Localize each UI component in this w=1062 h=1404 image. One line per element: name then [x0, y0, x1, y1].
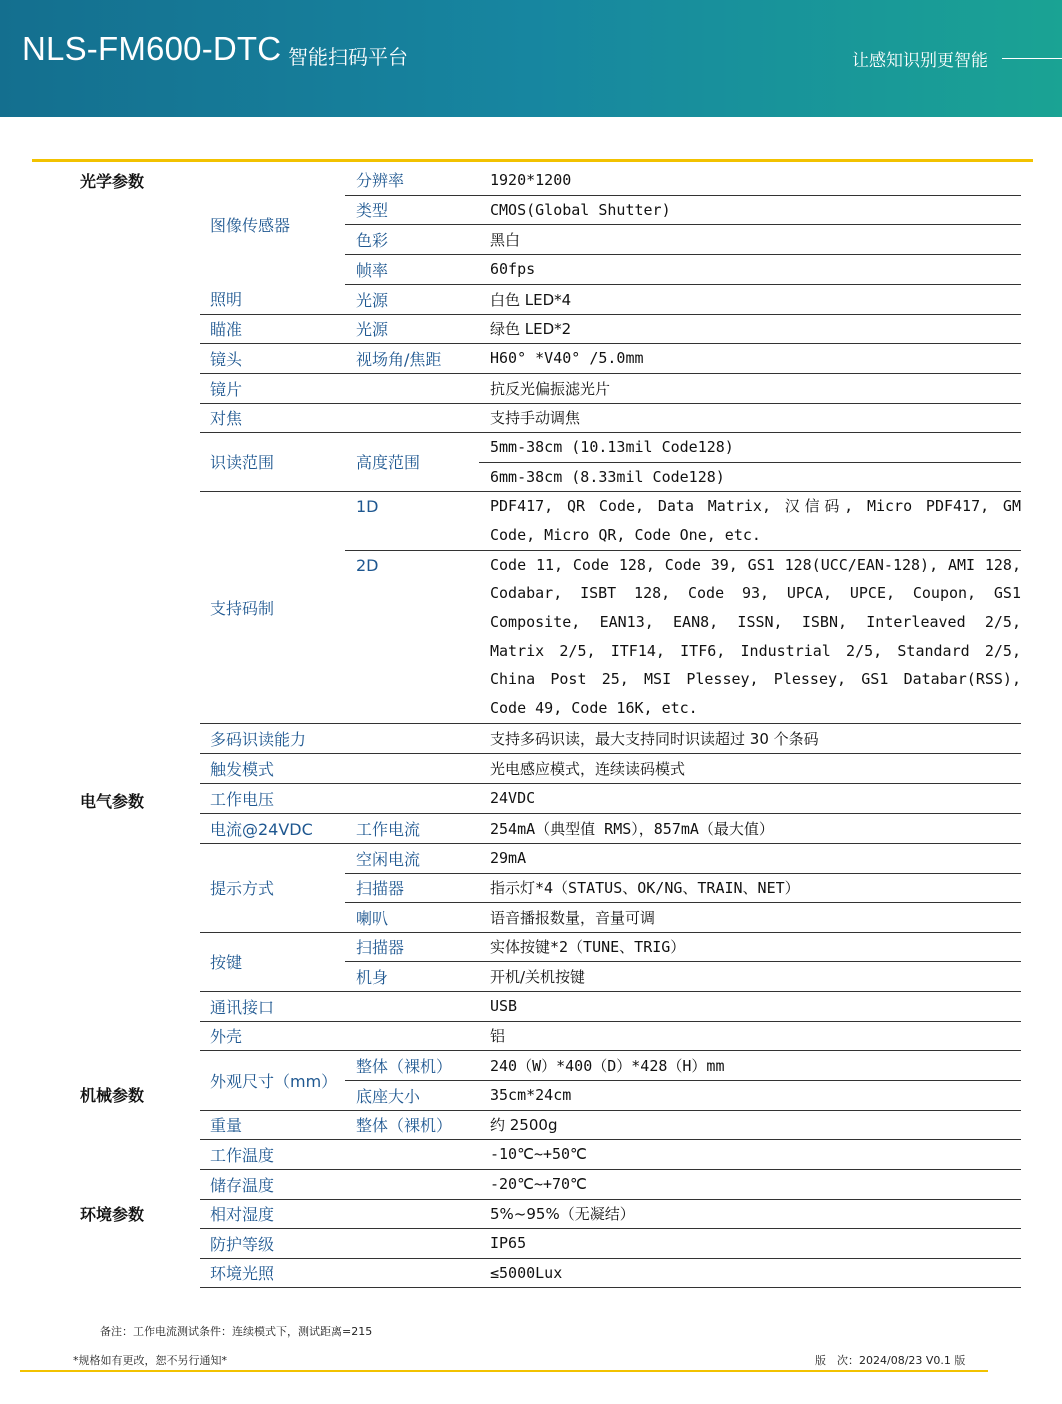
row-sublabel: 机身 — [345, 961, 479, 991]
row-value: 5mm-38cm (10.13mil Code128) — [479, 432, 1021, 462]
change-notice: *规格如有更改，恕不另行通知* — [73, 1354, 227, 1367]
row-label: 对焦 — [200, 403, 345, 432]
row-value: 29mA — [479, 843, 1021, 873]
row-label: 多码识读能力 — [200, 723, 345, 753]
section-label-environment: 环境参数 — [80, 1204, 145, 1224]
section-label-electrical: 电气参数 — [80, 791, 145, 811]
product-subtitle: 智能扫码平台 — [288, 45, 408, 69]
row-label: 工作电压 — [200, 783, 345, 813]
row-value: 抗反光偏振滤光片 — [479, 373, 1021, 403]
table-row — [40, 1139, 1021, 1169]
row-value: IP65 — [479, 1228, 1021, 1258]
row-value: 1920*1200 — [479, 165, 1021, 195]
row-sublabel — [345, 723, 479, 753]
footnote: 备注：工作电流测试条件：连续模式下，测试距离=215 — [100, 1325, 373, 1338]
brand-slogan: 让感知识别更智能 — [852, 51, 988, 71]
row-label: 瞄准 — [200, 314, 345, 343]
row-value: 黑白 — [479, 224, 1021, 254]
row-label: 镜片 — [200, 373, 345, 403]
section-label-mechanical: 机械参数 — [80, 1086, 145, 1106]
table-row — [40, 550, 1021, 723]
row-sublabel — [345, 753, 479, 783]
row-value: 35cm*24cm — [479, 1080, 1021, 1110]
row-sublabel: 色彩 — [345, 224, 479, 254]
row-sublabel: 扫描器 — [345, 873, 479, 902]
row-label: 按键 — [200, 932, 345, 991]
row-value: 白色 LED*4 — [479, 284, 1021, 314]
header-banner — [0, 0, 1062, 117]
row-sublabel: 帧率 — [345, 254, 479, 284]
row-sublabel — [345, 1258, 479, 1287]
row-value: 铝 — [479, 1021, 1021, 1050]
row-sublabel: 底座大小 — [345, 1080, 479, 1110]
row-label: 防护等级 — [200, 1228, 345, 1258]
top-divider — [32, 159, 1033, 162]
row-sublabel: 整体（裸机） — [345, 1050, 479, 1080]
row-sublabel: 整体（裸机） — [345, 1110, 479, 1139]
row-value: -20℃~+70℃ — [479, 1169, 1021, 1199]
slogan-rule — [1002, 58, 1062, 59]
row-sublabel: 扫描器 — [345, 932, 479, 961]
row-label: 外壳 — [200, 1021, 345, 1050]
row-sublabel: 喇叭 — [345, 902, 479, 932]
row-sublabel: 空闲电流 — [345, 843, 479, 873]
row-label: 提示方式 — [200, 843, 345, 932]
row-value: 6mm-38cm (8.33mil Code128) — [479, 462, 1021, 491]
row-sublabel — [345, 1199, 479, 1228]
row-value: ≤5000Lux — [479, 1258, 1021, 1287]
row-label: 外观尺寸（mm） — [200, 1050, 345, 1110]
row-label: 工作温度 — [200, 1139, 345, 1169]
row-sublabel: 类型 — [345, 195, 479, 224]
row-sublabel: 分辨率 — [345, 165, 479, 195]
spec-table — [40, 165, 1021, 1288]
row-sublabel: 工作电流 — [345, 813, 479, 843]
version-info: 版 次：2024/08/23 V0.1 版 — [815, 1354, 966, 1367]
row-value: 绿色 LED*2 — [479, 314, 1021, 343]
row-label: 电流@24VDC — [200, 813, 345, 843]
row-value: Code 11, Code 128, Code 39, GS1 128(UCC/EAN-128), AMI 128, Codabar, ISBT 128, Code 93, UPCA, UPCE, Coupon, GS1 Composite, EAN13, EAN8, ISSN, ISBN, Interleaved 2/5, Matrix 2/5, ITF14, ITF6, Industrial 2/5, Standard 2/5, China Post 25, MSI Plessey, Plessey, GS1 Databar(RSS), Code 49, Code 16K, etc. — [479, 550, 1021, 723]
row-value: 240（W）*400（D）*428（H）mm — [479, 1050, 1021, 1080]
row-label: 重量 — [200, 1110, 345, 1139]
row-sublabel: 高度范围 — [345, 432, 479, 491]
row-sublabel: 1D — [345, 491, 479, 550]
row-value: -10℃~+50℃ — [479, 1139, 1021, 1169]
row-sublabel — [345, 1169, 479, 1199]
row-label: 环境光照 — [200, 1258, 345, 1287]
row-value: 支持多码识读，最大支持同时识读超过 30 个条码 — [479, 723, 1021, 753]
row-label: 镜头 — [200, 343, 345, 373]
row-value: PDF417, QR Code, Data Matrix, 汉信码, Micro PDF417, GM Code, Micro QR, Code One, etc. — [479, 491, 1021, 550]
row-value: 约 2500g — [479, 1110, 1021, 1139]
row-sublabel: 2D — [345, 550, 479, 723]
row-sublabel — [345, 1228, 479, 1258]
row-label: 储存温度 — [200, 1169, 345, 1199]
row-value: CMOS(Global Shutter) — [479, 195, 1021, 224]
row-label: 图像传感器 — [210, 216, 291, 235]
row-value: 5%~95%（无凝结） — [479, 1199, 1021, 1228]
row-value: 开机/关机按键 — [479, 961, 1021, 991]
row-value: 254mA（典型值 RMS），857mA（最大值） — [479, 813, 1021, 843]
table-row — [40, 165, 1021, 195]
row-label: 通讯接口 — [200, 991, 345, 1021]
row-label: 照明 — [200, 284, 345, 314]
row-sublabel: 光源 — [345, 284, 479, 314]
row-sublabel: 光源 — [345, 314, 479, 343]
row-label: 触发模式 — [200, 753, 345, 783]
row-label: 支持码制 — [200, 491, 345, 723]
product-title: NLS-FM600-DTC — [22, 30, 282, 67]
table-row — [40, 1050, 1021, 1080]
row-sublabel: 视场角/焦距 — [345, 343, 479, 373]
row-sublabel — [345, 991, 479, 1021]
row-value: 支持手动调焦 — [479, 403, 1021, 432]
row-value: 60fps — [479, 254, 1021, 284]
row-sublabel — [345, 1139, 479, 1169]
row-sublabel — [345, 373, 479, 403]
row-sublabel — [345, 403, 479, 432]
row-value: 语音播报数量，音量可调 — [479, 902, 1021, 932]
row-value: H60° *V40° /5.0mm — [479, 343, 1021, 373]
row-value: 实体按键*2（TUNE、TRIG） — [479, 932, 1021, 961]
row-value: USB — [479, 991, 1021, 1021]
bottom-divider — [20, 1370, 988, 1372]
row-sublabel — [345, 783, 479, 813]
row-value: 24VDC — [479, 783, 1021, 813]
row-value: 指示灯*4（STATUS、OK/NG、TRAIN、NET） — [479, 873, 1021, 902]
row-label: 识读范围 — [200, 432, 345, 491]
section-label-optical: 光学参数 — [80, 172, 145, 191]
row-sublabel — [345, 1021, 479, 1050]
row-value: 光电感应模式，连续读码模式 — [479, 753, 1021, 783]
row-label: 相对湿度 — [200, 1199, 345, 1228]
